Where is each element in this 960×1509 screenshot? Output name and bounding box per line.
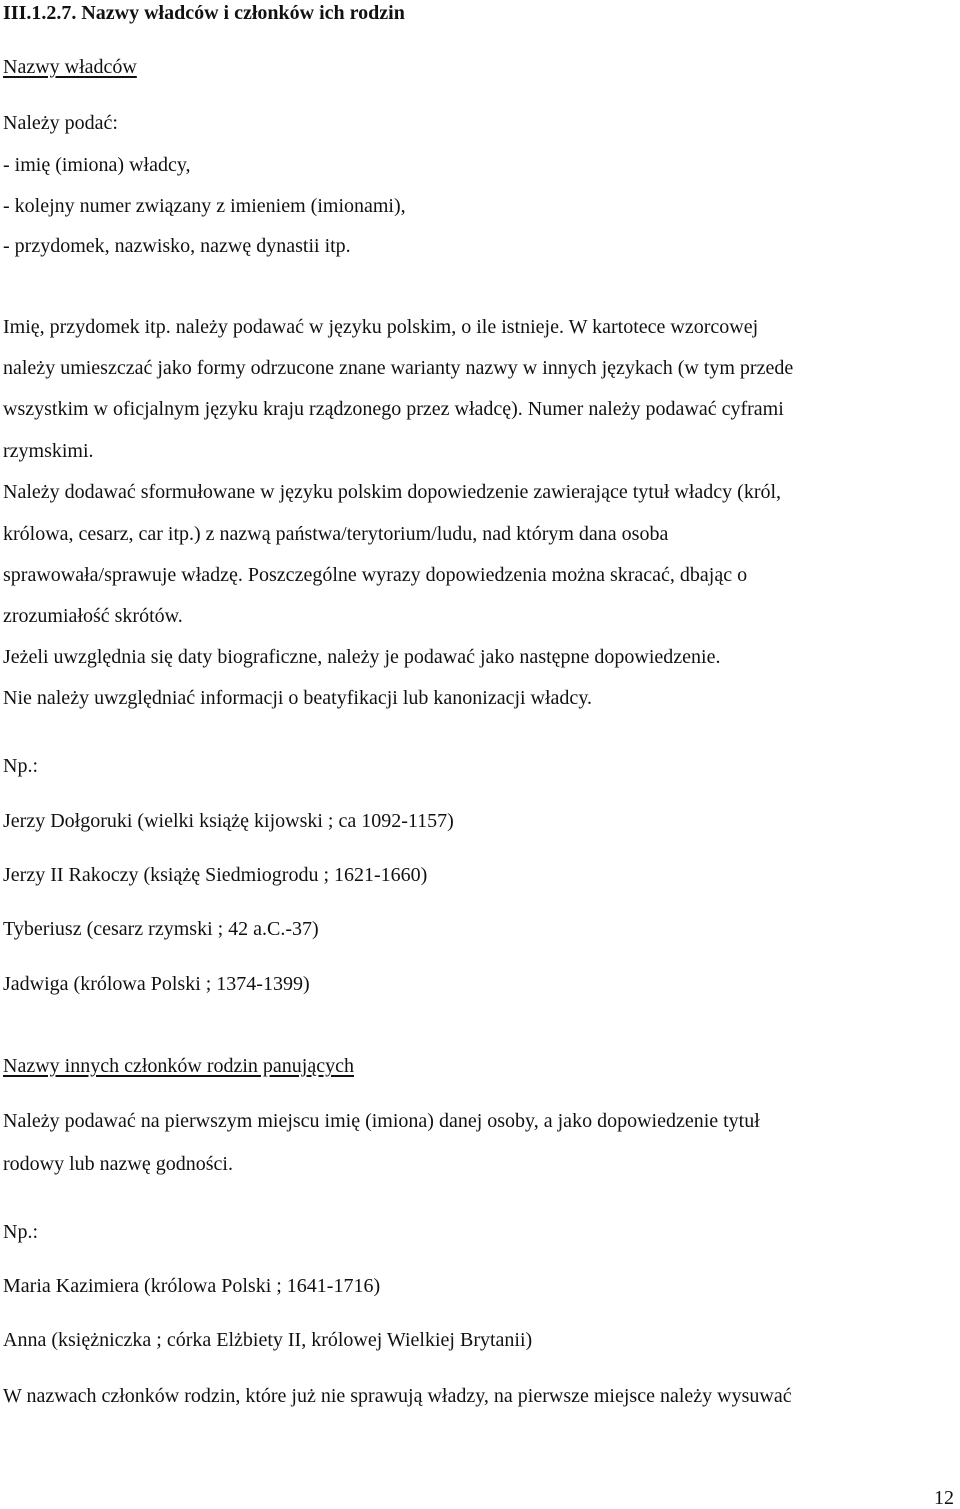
list-item: - imię (imiona) władcy, [3,154,191,176]
paragraph-line: rzymskimi. [3,440,94,462]
example-label: Np.: [3,755,38,777]
list-item: - kolejny numer związany z imieniem (imionami), [3,195,406,217]
paragraph-line: zrozumiałość skrótów. [3,605,183,627]
paragraph-line: Nie należy uwzględniać informacji o beatyfikacji lub kanonizacji władcy. [3,687,593,709]
example-item: Anna (księżniczka ; córka Elżbiety II, królowej Wielkiej Brytanii) [3,1329,533,1351]
paragraph-line: W nazwach członków rodzin, które już nie sprawują władzy, na pierwsze miejsce należy wysuwać [3,1385,792,1407]
paragraph-line: Jeżeli uwzględnia się daty biograficzne, należy je podawać jako następne dopowiedzenie. [3,646,721,668]
paragraph-line: należy umieszczać jako formy odrzucone znane warianty nazwy w innych językach (w tym przede [3,357,794,379]
example-item: Jerzy II Rakoczy (książę Siedmiogrodu ; 1621-1660) [3,864,428,886]
section-title: III.1.2.7. Nazwy władców i członków ich rodzin [3,2,405,24]
paragraph-line: Imię, przydomek itp. należy podawać w języku polskim, o ile istnieje. W kartotece wzorcowej [3,316,759,338]
intro-text: Należy podać: [3,112,118,134]
paragraph-line: królowa, cesarz, car itp.) z nazwą państwa/terytorium/ludu, nad którym dana osoba [3,523,669,545]
paragraph-line: Należy podawać na pierwszym miejscu imię (imiona) danej osoby, a jako dopowiedzenie tytuł [3,1110,760,1132]
example-label: Np.: [3,1221,38,1243]
example-item: Jerzy Dołgoruki (wielki książę kijowski ; ca 1092-1157) [3,810,454,832]
list-item: - przydomek, nazwisko, nazwę dynastii itp. [3,235,351,257]
page-number: 12 [934,1487,954,1509]
example-item: Tyberiusz (cesarz rzymski ; 42 a.C.-37) [3,918,319,940]
paragraph-line: Należy dodawać sformułowane w języku polskim dopowiedzenie zawierające tytuł władcy (król, [3,481,782,503]
example-item: Jadwiga (królowa Polski ; 1374-1399) [3,973,310,995]
subsection-heading-rulers: Nazwy władców [3,56,137,78]
subsection-heading-family: Nazwy innych członków rodzin panujących [3,1055,354,1077]
example-item: Maria Kazimiera (królowa Polski ; 1641-1716) [3,1275,381,1297]
paragraph-line: sprawowała/sprawuje władzę. Poszczególne wyrazy dopowiedzenia można skracać, dbając o [3,564,748,586]
paragraph-line: wszystkim w oficjalnym języku kraju rządzonego przez władcę). Numer należy podawać cyframi [3,398,784,420]
paragraph-line: rodowy lub nazwę godności. [3,1153,233,1175]
